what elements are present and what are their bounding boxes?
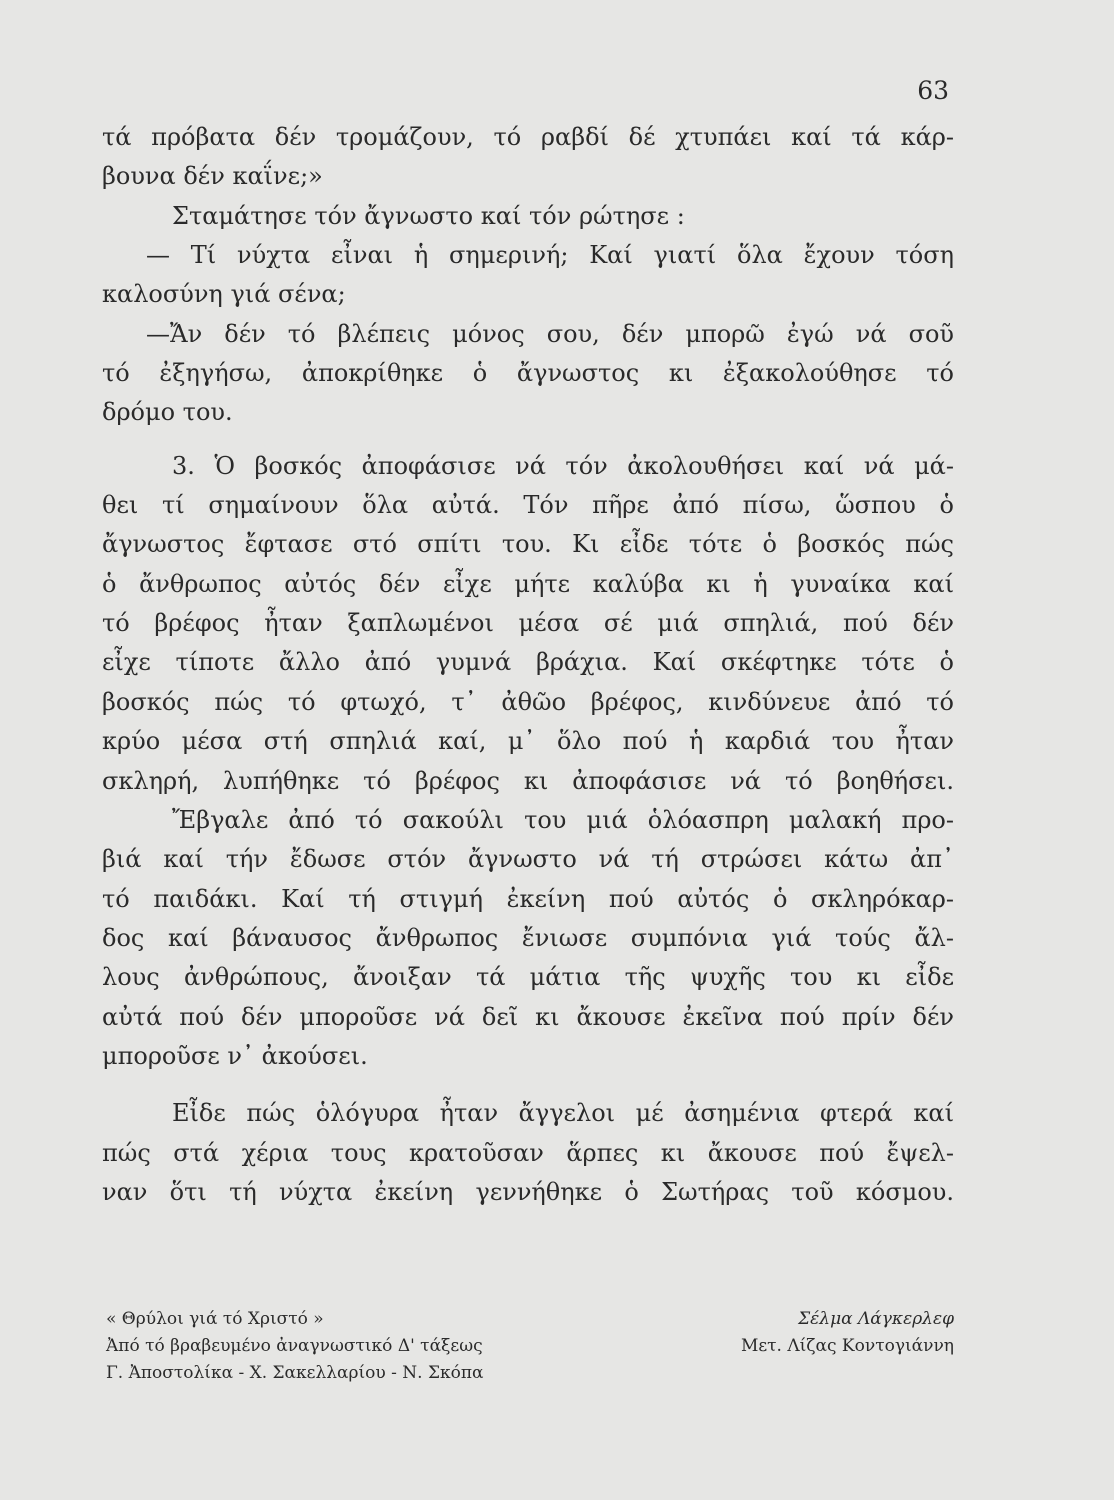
text-line: αὐτά πού δέν μποροῦσε νά δεῖ κι ἄκουσε ἐκεῖνα πού πρίν δέν [102, 1002, 954, 1031]
text-line: μποροῦσε ν᾿ ἀκούσει. [102, 1041, 368, 1070]
source-authors: Γ. Ἀποστολίκα - Χ. Σακελλαρίου - Ν. Σκόπα [106, 1363, 484, 1383]
text-line: ἄγνωστος ἔφτασε στό σπίτι του. Κι εἶδε τότε ὁ βοσκός πώς [102, 530, 954, 559]
text-line: βουνα δέν καΐνε;» [102, 162, 323, 191]
text-line: Σταμάτησε τόν ἄγνωστο καί τόν ρώτησε : [172, 201, 685, 230]
text-line: βιά καί τήν ἔδωσε στόν ἄγνωστο νά τή στρώσει κάτω ἀπ᾿ [102, 845, 954, 874]
source-citation [106, 1306, 626, 1387]
text-line: θει τί σημαίνουν ὅλα αὐτά. Τόν πῆρε ἀπό πίσω, ὥσπου ὁ [102, 491, 954, 520]
page-number: 63 [917, 76, 949, 105]
source-title: « Θρύλοι γιά τό Χριστό » [106, 1309, 324, 1329]
translator-name: Μετ. Λίζας Κοντογιάννη [740, 1336, 954, 1356]
text-line: πώς στά χέρια τους κρατοῦσαν ἅρπες κι ἄκουσε πού ἔψελ- [102, 1138, 954, 1167]
source-book: Ἀπό τό βραβευμένο ἀναγνωστικό Δ' τάξεως [106, 1336, 483, 1356]
text-line: καλοσύνη γιά σένα; [102, 280, 346, 309]
text-line: εἶχε τίποτε ἄλλο ἀπό γυμνά βράχια. Καί σκέφτηκε τότε ὁ [102, 648, 954, 677]
text-line: σκληρή, λυπήθηκε τό βρέφος κι ἀποφάσισε νά τό βοηθήσει. [102, 766, 954, 795]
text-line: ναν ὅτι τή νύχτα ἐκείνη γεννήθηκε ὁ Σωτήρας τοῦ κόσμου. [102, 1177, 954, 1206]
body-text [102, 118, 954, 1212]
text-line: — Τί νύχτα εἶναι ἡ σημερινή; Καί γιατί ὅλα ἔχουν τόση [146, 241, 954, 270]
text-line: τά πρόβατα δέν τρομάζουν, τό ραβδί δέ χτυπάει καί τά κάρ- [102, 123, 954, 151]
text-line: λους ἀνθρώπους, ἄνοιξαν τά μάτια τῆς ψυχῆς του κι εἶδε [102, 963, 954, 992]
text-line: κρύο μέσα στή σπηλιά καί, μ᾿ ὅλο πού ἡ καρδιά του ἦταν [102, 727, 954, 756]
text-line: βοσκός πώς τό φτωχό, τ᾿ ἀθῶο βρέφος, κινδύνευε ἀπό τό [102, 687, 954, 716]
author-name: Σέλμα Λάγκερλεφ [798, 1309, 954, 1329]
text-line: τό βρέφος ἦταν ξαπλωμένοι μέσα σέ μιά σπηλιά, πού δέν [102, 609, 954, 638]
text-line: δος καί βάναυσος ἄνθρωπος ἔνιωσε συμπόνια γιά τούς ἄλ- [102, 923, 954, 952]
text-line: τό ἐξηγήσω, ἀποκρίθηκε ὁ ἄγνωστος κι ἐξακολούθησε τό [102, 359, 954, 388]
text-line: τό παιδάκι. Καί τή στιγμή ἐκείνη πού αὐτός ὁ σκληρόκαρ- [102, 884, 954, 913]
author-credit [624, 1306, 954, 1360]
text-line: Εἶδε πώς ὁλόγυρα ἦταν ἄγγελοι μέ ἀσημένια φτερά καί [172, 1099, 954, 1128]
text-line: 3. Ὁ βοσκός ἀποφάσισε νά τόν ἀκολουθήσει καί νά μά- [172, 451, 954, 480]
text-line: Ἔβγαλε ἀπό τό σακούλι του μιά ὁλόασπρη μαλακή προ- [172, 805, 954, 834]
text-line: —Ἄν δέν τό βλέπεις μόνος σου, δέν μπορῶ ἐγώ νά σοῦ [146, 319, 954, 348]
text-line: δρόμο του. [102, 398, 233, 427]
text-line: ὁ ἄνθρωπος αὐτός δέν εἶχε μήτε καλύβα κι ἡ γυναίκα καί [102, 569, 954, 598]
